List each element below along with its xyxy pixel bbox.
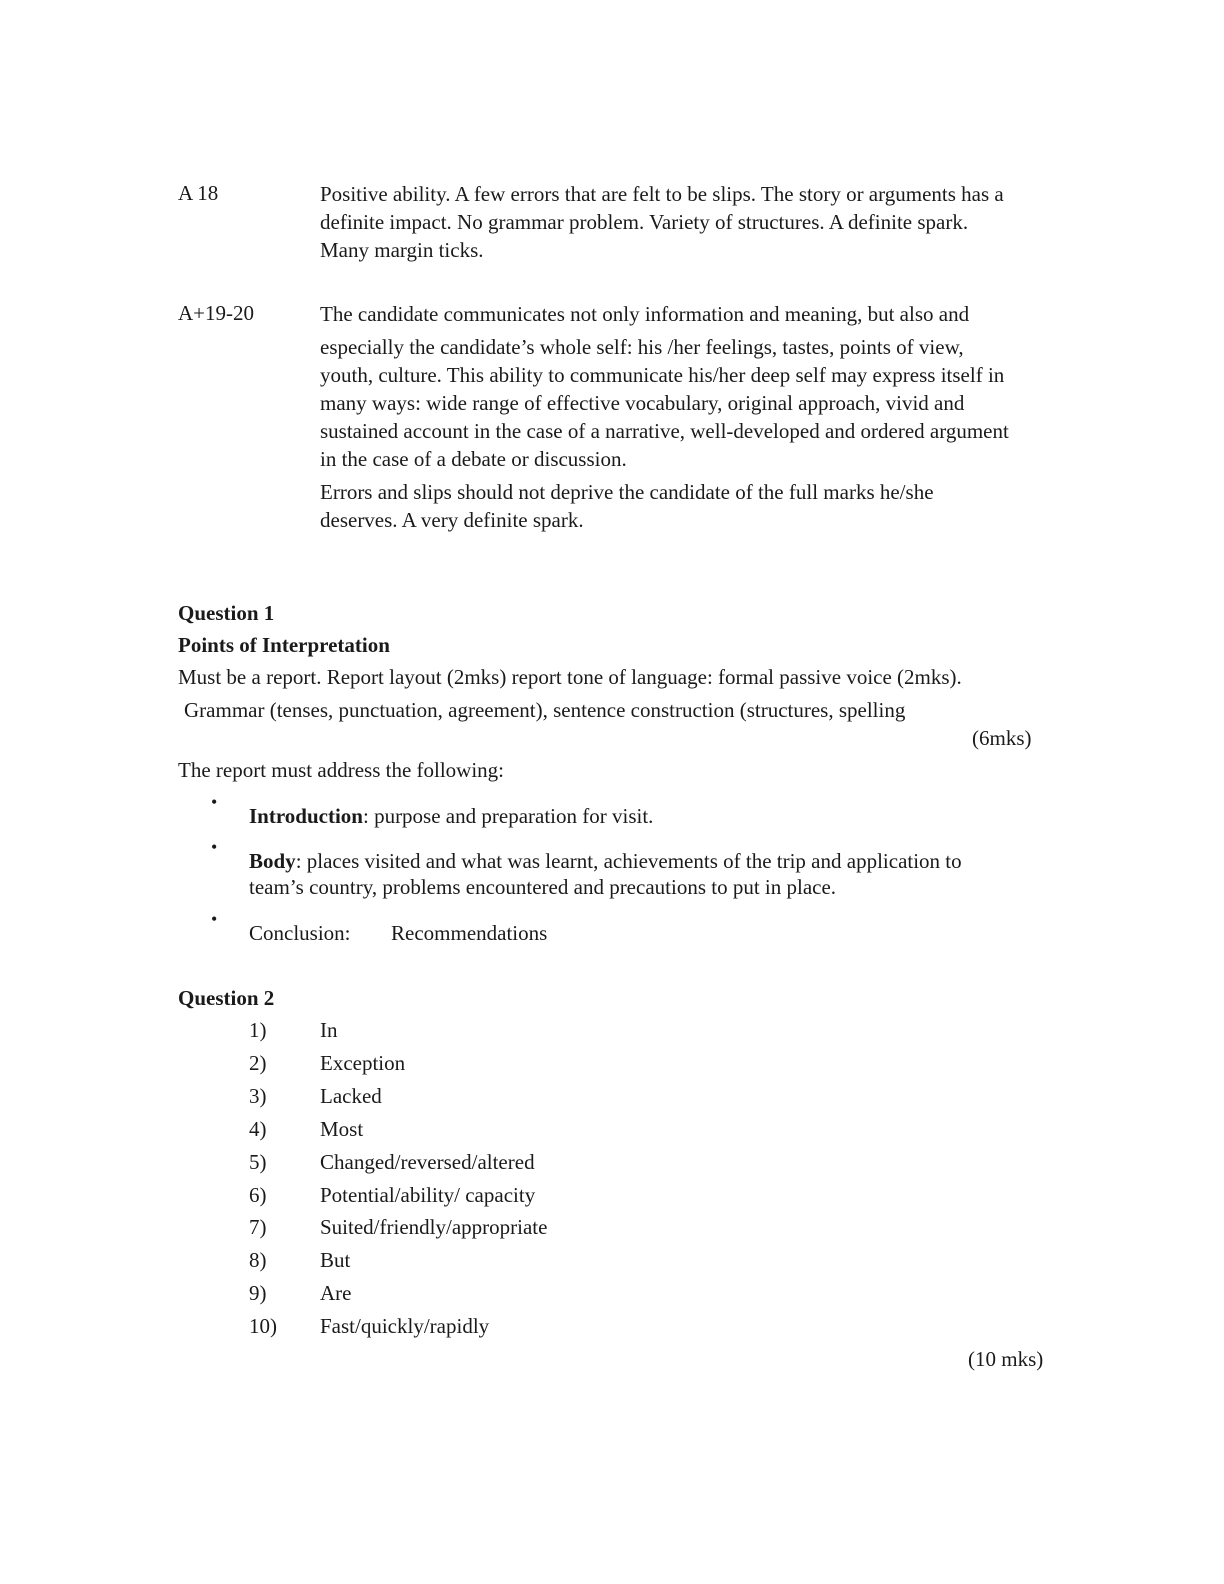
bullet-introduction [249, 803, 653, 829]
grade-label-a-plus: A+19-20 [178, 301, 255, 325]
item-number: 10) [249, 1314, 277, 1338]
item-answer: But [320, 1248, 351, 1272]
item-number: 9) [249, 1281, 267, 1305]
description-line: sustained account in the case of a narrative, well-developed and ordered argument [320, 419, 1009, 443]
description-line: deserves. A very definite spark. [320, 508, 584, 532]
description-line: youth, culture. This ability to communicate his/her deep self may express itself in [320, 363, 1005, 387]
bullet-content: : places visited and what was learnt, achievements of the trip and application to [295, 849, 962, 873]
item-answer: Are [320, 1281, 352, 1305]
item-answer: Changed/reversed/altered [320, 1150, 535, 1174]
item-answer: In [320, 1018, 338, 1042]
item-number: 5) [249, 1150, 267, 1174]
description-line: especially the candidate’s whole self: his /her feelings, tastes, points of view, [320, 335, 964, 359]
question-2-title: Question 2 [178, 986, 275, 1010]
item-number: 7) [249, 1215, 267, 1239]
question-2-marks: (10 mks) [968, 1347, 1044, 1371]
question-1-subtitle: Points of Interpretation [178, 633, 390, 657]
item-answer: Fast/quickly/rapidly [320, 1314, 490, 1338]
grade-label-a18: A 18 [178, 181, 219, 205]
bullet-body [249, 848, 962, 900]
item-answer: Most [320, 1117, 364, 1141]
item-answer: Exception [320, 1051, 406, 1075]
bullet-conclusion [249, 920, 548, 946]
description-line: in the case of a debate or discussion. [320, 447, 627, 471]
bullet-content: Recommendations [391, 921, 548, 945]
bullet-content: : purpose and preparation for visit. [362, 804, 654, 828]
item-number: 3) [249, 1084, 267, 1108]
item-answer: Lacked [320, 1084, 382, 1108]
grade-description-a18 [320, 180, 1004, 264]
grade-description-a-plus [320, 300, 1009, 534]
bullet-icon: • [211, 837, 218, 857]
item-number: 1) [249, 1018, 267, 1042]
item-number: 4) [249, 1117, 267, 1141]
item-number: 8) [249, 1248, 267, 1272]
bullet-icon: • [211, 909, 218, 929]
bullet-icon: • [211, 792, 218, 812]
question-1-marks: (6mks) [972, 726, 1032, 750]
bullet-label: Introduction [249, 804, 363, 828]
question-1-instructions-line1: Must be a report. Report layout (2mks) report tone of language: formal passive voice (2mks). [178, 665, 962, 689]
bullet-label: Body [249, 849, 296, 873]
bullet-label: Conclusion: [249, 921, 351, 945]
description-line: many ways: wide range of effective vocabulary, original approach, vivid and [320, 391, 965, 415]
item-number: 6) [249, 1183, 267, 1207]
question-1-title: Question 1 [178, 601, 275, 625]
question-1-instructions-line2: Grammar (tenses, punctuation, agreement), sentence construction (structures, spelling [184, 698, 906, 722]
description-line: definite impact. No grammar problem. Variety of structures. A definite spark. [320, 210, 969, 234]
description-line: Errors and slips should not deprive the candidate of the full marks he/she [320, 480, 934, 504]
description-line: Positive ability. A few errors that are felt to be slips. The story or arguments has a [320, 182, 1004, 206]
item-answer: Suited/friendly/appropriate [320, 1215, 548, 1239]
question-1-intro: The report must address the following: [178, 758, 505, 782]
bullet-content-line2: team’s country, problems encountered and precautions to put in place. [249, 875, 837, 899]
description-line: Many margin ticks. [320, 238, 484, 262]
description-line: The candidate communicates not only information and meaning, but also and [320, 302, 970, 326]
item-number: 2) [249, 1051, 267, 1075]
item-answer: Potential/ability/ capacity [320, 1183, 536, 1207]
